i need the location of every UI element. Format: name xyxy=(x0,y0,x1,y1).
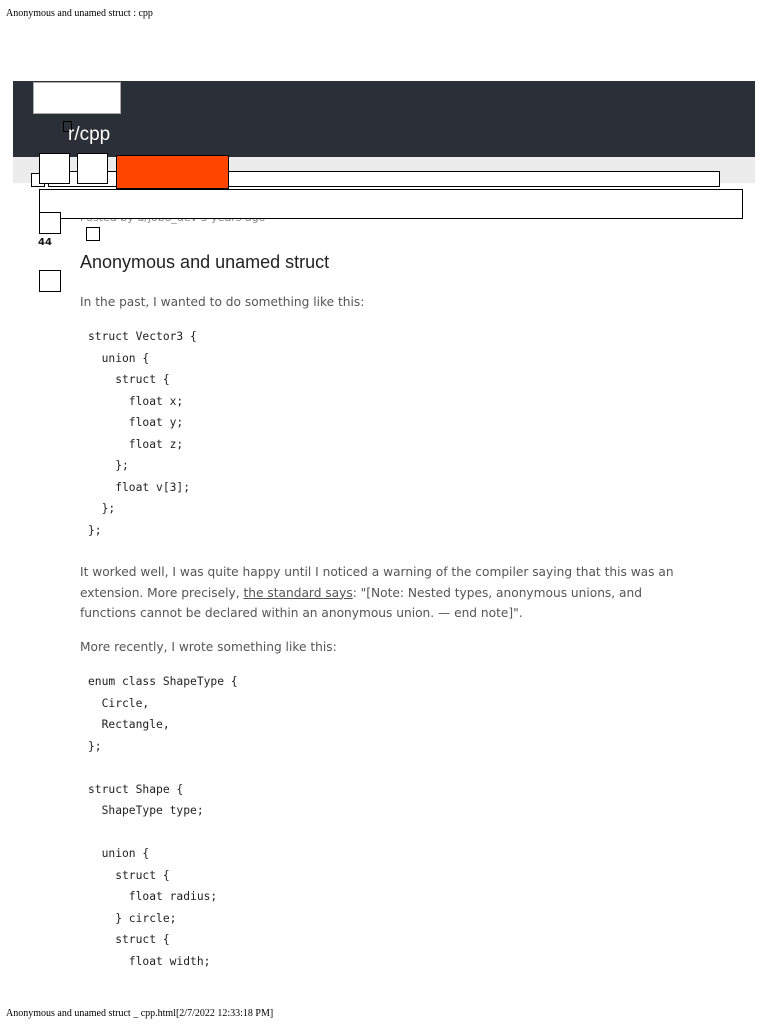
post-paragraph-1: In the past, I wanted to do something like this: xyxy=(80,295,365,309)
code-block-1: struct Vector3 { union { struct { float x; float y; float z; }; float v[3]; }; }; xyxy=(88,330,197,537)
post-flair-icon xyxy=(86,227,100,241)
subreddit-name[interactable]: r/cpp xyxy=(68,124,111,145)
code-block-2: enum class ShapeType { Circle, Rectangle, }; struct Shape { ShapeType type; union { struct { float radius; } circle; struct { float width; xyxy=(88,675,238,968)
paragraph-2-text-a: It worked well, I was quite happy until I noticed a warning of the compiler saying that this was an extension. More precisely, xyxy=(80,565,674,600)
print-footer: Anonymous and unamed struct _ cpp.html[2/7/2022 12:33:18 PM] xyxy=(6,1008,274,1019)
post-paragraph-3: More recently, I wrote something like this: xyxy=(80,640,337,654)
post-title[interactable]: Anonymous and unamed struct xyxy=(80,252,330,272)
standard-says-link[interactable]: the standard says xyxy=(243,585,353,600)
nav-icon-button-1[interactable] xyxy=(39,153,70,184)
print-header: Anonymous and unamed struct : cpp xyxy=(6,8,153,19)
post-paragraph-2 xyxy=(80,562,700,624)
subreddit-banner xyxy=(13,81,755,157)
post-header-box xyxy=(39,189,743,219)
upvote-button[interactable] xyxy=(39,212,61,234)
paragraph-2-text-b: : "[Note: Nested types, anonymous unions, and functions cannot be declared within an anonymous union. — end note]". xyxy=(80,585,642,620)
nav-icon-button-2[interactable] xyxy=(77,153,108,184)
vote-count: 44 xyxy=(38,237,52,248)
banner-logo-placeholder xyxy=(33,82,121,114)
join-button[interactable] xyxy=(116,155,229,189)
downvote-button[interactable] xyxy=(39,270,61,292)
